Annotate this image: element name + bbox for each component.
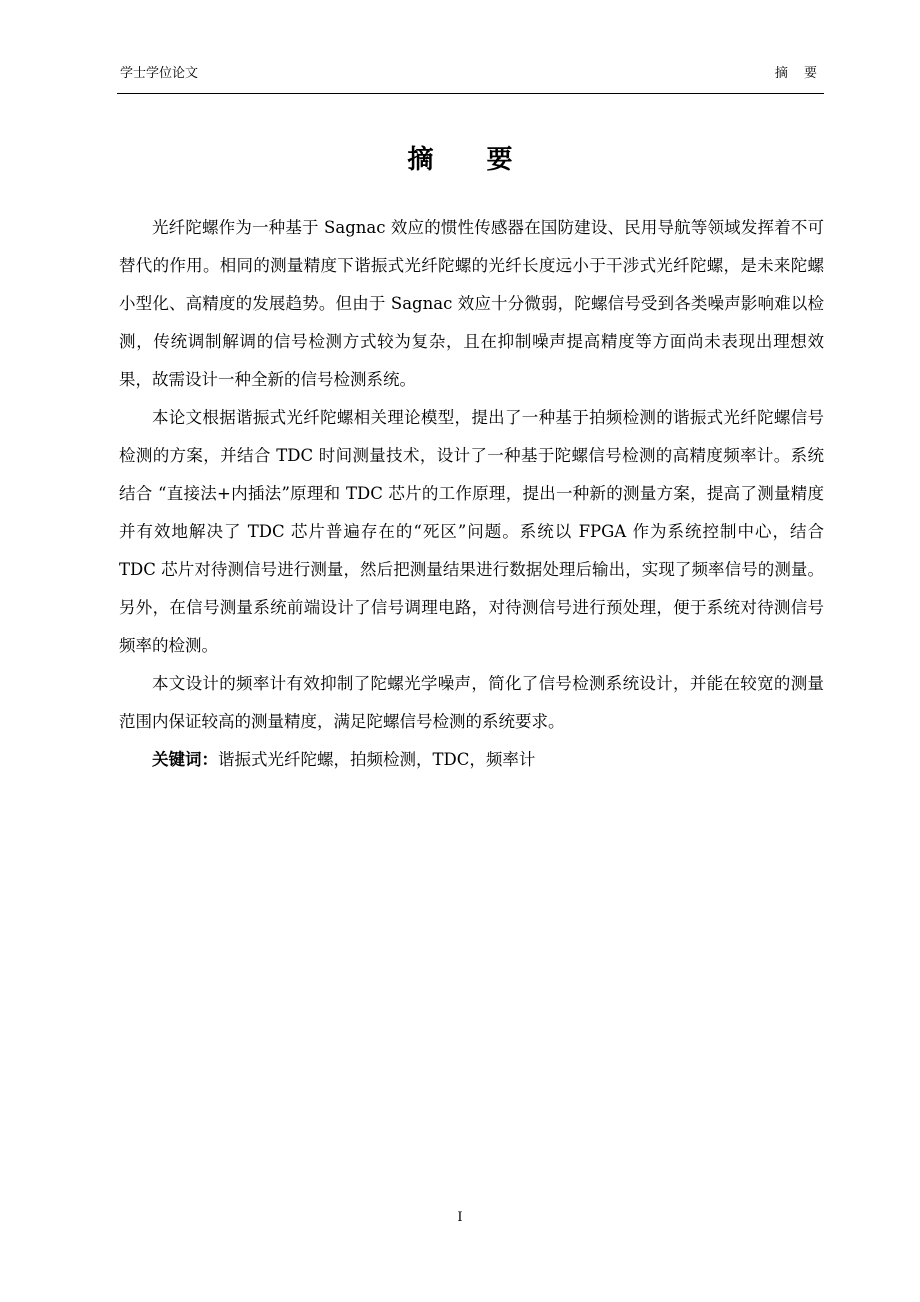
abstract-paragraph-3: 本文设计的频率计有效抑制了陀螺光学噪声，简化了信号检测系统设计，并能在较宽的测量范围内保证较高的测量精度，满足陀螺信号检测的系统要求。 [119,674,824,731]
keywords-text: 谐振式光纤陀螺，拍频检测，TDC，频率计 [218,750,536,769]
header-rule [117,93,824,94]
keywords-label: 关键词： [152,750,218,769]
running-header-right: 摘 要 [774,66,823,81]
abstract-title: 摘 要 [407,145,535,175]
abstract-paragraph-2: 本论文根据谐振式光纤陀螺相关理论模型，提出了一种基于拍频检测的谐振式光纤陀螺信号检测的方案，并结合 TDC 时间测量技术，设计了一种基于陀螺信号检测的高精度频率计。系统结合 “直接法+内插法”原理和 TDC 芯片的工作原理，提出一种新的测量方案，提高了测量精度并有效地解决了 TDC 芯片普遍存在的“死区”问题。系统以 FPGA 作为系统控制中心，结合 TDC 芯片对待测信号进行测量，然后把测量结果进行数据处理后输出，实现了频率信号的测量。另外，在信号测量系统前端设计了信号调理电路，对待测信号进行预处理，便于系统对待测信号频率的检测。 [119,408,824,655]
keywords-line [119,741,824,779]
running-header-left: 学士学位论文 [120,66,199,81]
abstract-paragraph-1: 光纤陀螺作为一种基于 Sagnac 效应的惯性传感器在国防建设、民用导航等领域发挥着不可替代的作用。相同的测量精度下谐振式光纤陀螺的光纤长度远小于干涉式光纤陀螺，是未来陀螺小型化、高精度的发展趋势。但由于 Sagnac 效应十分微弱，陀螺信号受到各类噪声影响难以检测，传统调制解调的信号检测方式较为复杂，且在抑制噪声提高精度等方面尚未表现出理想效果，故需设计一种全新的信号检测系统。 [119,218,824,389]
abstract-body [119,209,824,779]
page-number: I [457,1210,463,1225]
